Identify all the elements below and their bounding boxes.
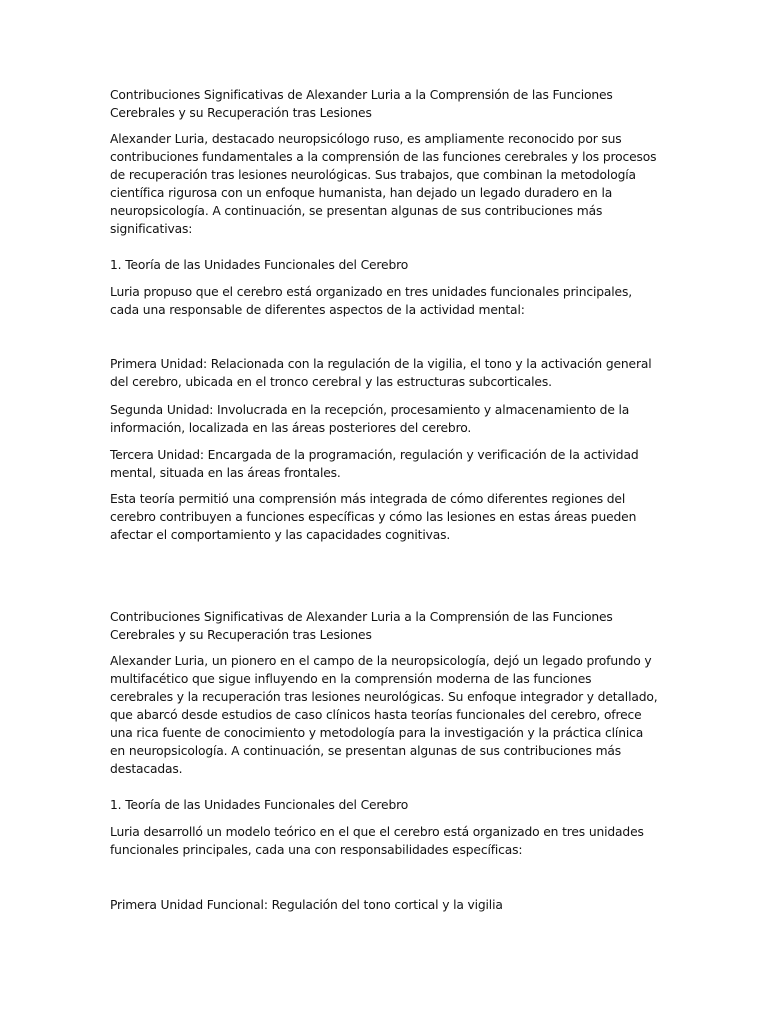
- unit-one-heading: Primera Unidad Funcional: Regulación del tono cortical y la vigilia: [110, 898, 503, 912]
- unit-one-paragraph: Primera Unidad: Relacionada con la regulación de la vigilia, el tono y la activación general del cerebro, ubicada en el tronco cerebral y las estructuras subcorticales.: [110, 357, 652, 389]
- unit-two-paragraph: Segunda Unidad: Involucrada en la recepción, procesamiento y almacenamiento de la información, localizada en las áreas posteriores del cerebro.: [110, 403, 630, 435]
- section-heading-repeat: 1. Teoría de las Unidades Funcionales del Cerebro: [110, 798, 409, 812]
- intro-paragraph: Alexander Luria, destacado neuropsicólogo ruso, es ampliamente reconocido por sus contribuciones fundamentales a la comprensión de las funciones cerebrales y los procesos de recuperación tras lesiones neurológicas. Sus trabajos, que combinan la metodología científica rigurosa con un enfoque humanista, han dejado un legado duradero en la neuropsicología. A continuación, se presentan algunas de sus contribuciones más significativas:: [110, 132, 657, 236]
- intro-paragraph-repeat: Alexander Luria, un pionero en el campo de la neuropsicología, dejó un legado profundo y multifacético que sigue influyendo en la comprensión moderna de las funciones cerebrales y la recuperación tras lesiones neurológicas. Su enfoque integrador y detallado, que abarcó desde estudios de caso clínicos hasta teorías funcionales del cerebro, ofrece una rica fuente de conocimiento y metodología para la investigación y la práctica clínica en neuropsicología. A continuación, se presentan algunas de sus contribuciones más destacadas.: [110, 654, 658, 776]
- section-heading: 1. Teoría de las Unidades Funcionales del Cerebro: [110, 258, 409, 272]
- summary-paragraph: Esta teoría permitió una comprensión más integrada de cómo diferentes regiones del cerebro contribuyen a funciones específicas y cómo las lesiones en estas áreas pueden afectar el comportamiento y las capacidades cognitivas.: [110, 492, 637, 542]
- section-paragraph-repeat: Luria desarrolló un modelo teórico en el que el cerebro está organizado en tres unidades funcionales principales, cada una con responsabilidades específicas:: [110, 825, 644, 857]
- document-title-repeat: Contribuciones Significativas de Alexander Luria a la Comprensión de las Funciones Cerebrales y su Recuperación tras Lesiones: [110, 610, 613, 642]
- section-paragraph: Luria propuso que el cerebro está organizado en tres unidades funcionales principales, cada una responsable de diferentes aspectos de la actividad mental:: [110, 285, 632, 317]
- unit-three-paragraph: Tercera Unidad: Encargada de la programación, regulación y verificación de la actividad mental, situada en las áreas frontales.: [110, 448, 639, 480]
- document-title: Contribuciones Significativas de Alexander Luria a la Comprensión de las Funciones Cerebrales y su Recuperación tras Lesiones: [110, 88, 613, 120]
